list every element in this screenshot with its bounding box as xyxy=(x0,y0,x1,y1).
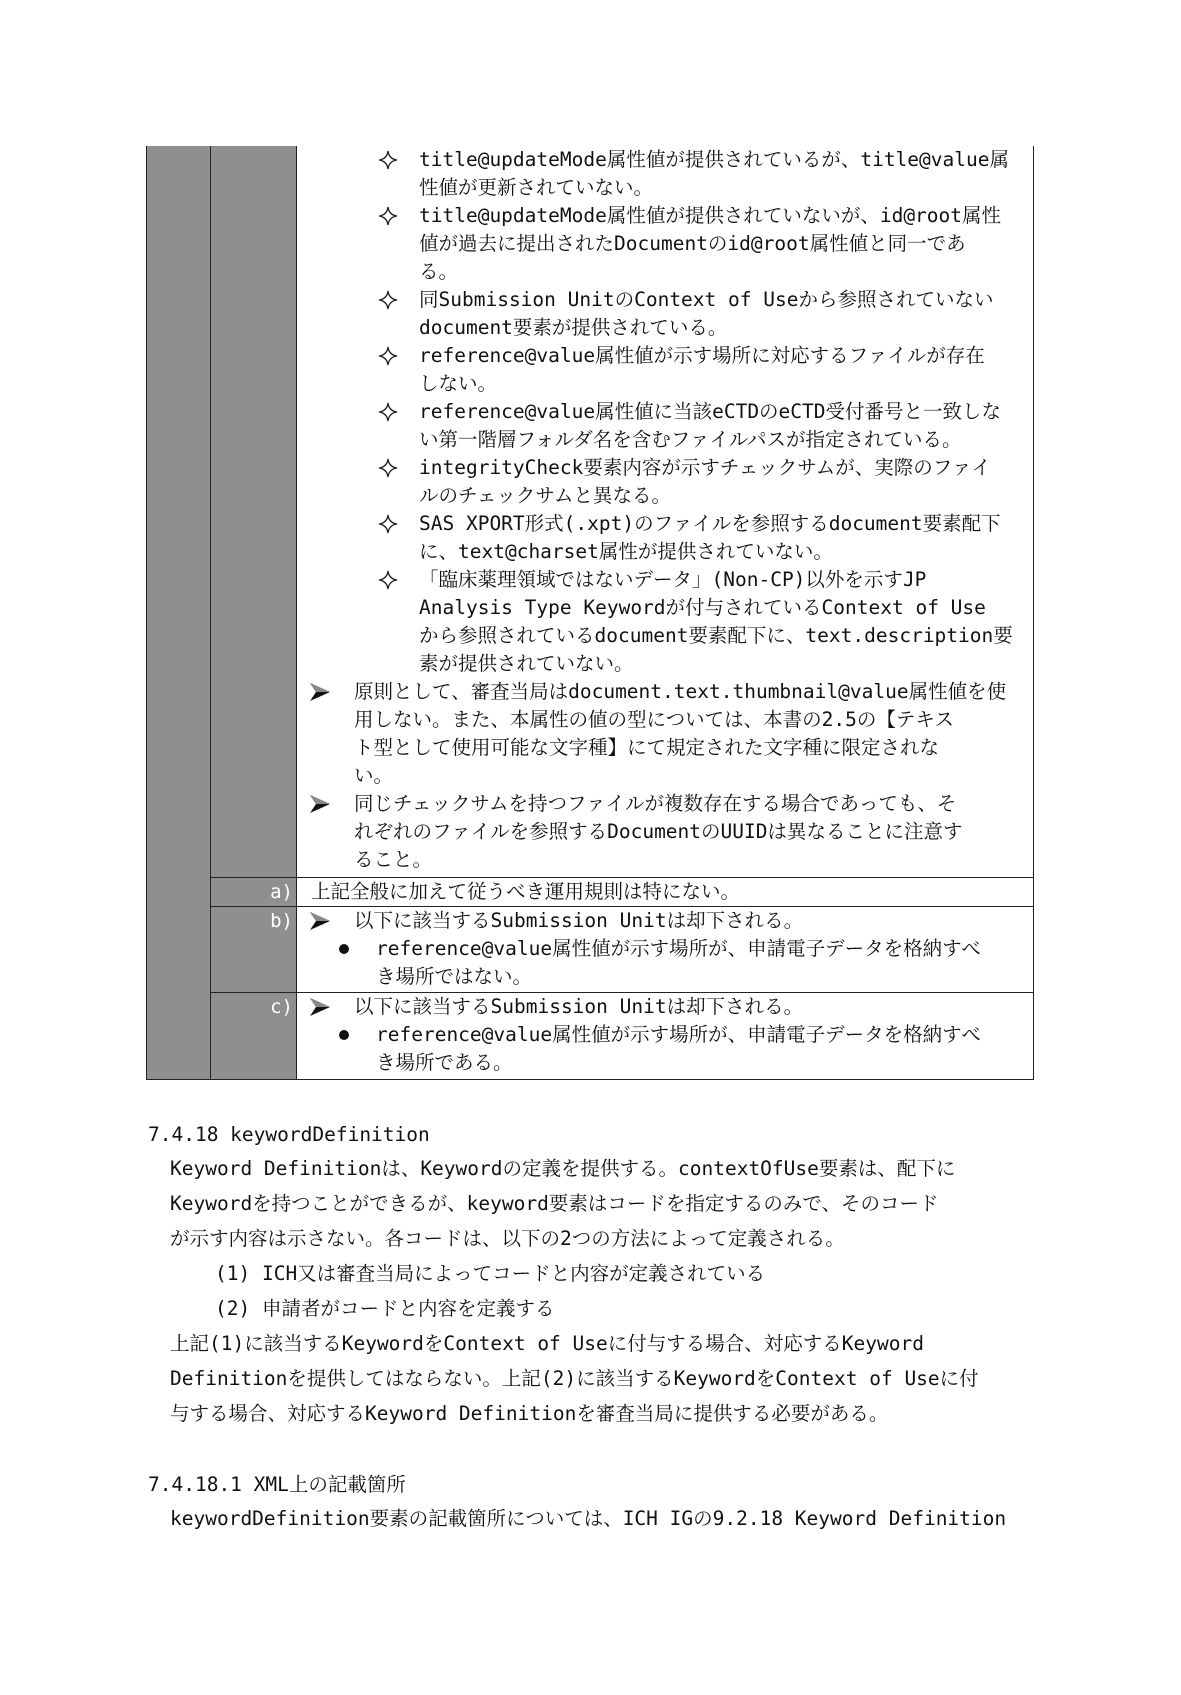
diamond-item-line: Analysis Type Keywordが付与されているContext of Use xyxy=(419,596,986,619)
row-c-bullet-line: き場所である。 xyxy=(376,1051,513,1074)
diamond-item-line: document要素が提供されている。 xyxy=(419,316,728,339)
diamond-item-line: reference@value属性値に当該eCTDのeCTD受付番号と一致しな xyxy=(419,400,1002,423)
row-b-bullet-line: き場所ではない。 xyxy=(376,965,533,988)
row-a-text: 上記全般に加えて従うべき運用規則は特にない。 xyxy=(311,880,741,903)
diamond-bullet-icon xyxy=(376,454,400,482)
diamond-item-line: 素が提供されていない。 xyxy=(419,652,634,675)
row-b-arrow-text: 以下に該当するSubmission Unitは却下される。 xyxy=(354,909,804,932)
diamond-bullet-icon xyxy=(376,286,400,314)
subsection-heading: 7.4.18.1 XML上の記載箇所 xyxy=(148,1473,406,1496)
paragraph-line: 上記(1)に該当するKeywordをContext of Useに付与する場合、対応するKeyword xyxy=(170,1332,924,1355)
row-c-bullet-line: reference@value属性値が示す場所が、申請電子データを格納すべ xyxy=(376,1023,981,1046)
diamond-item-line: しない。 xyxy=(419,372,498,395)
arrow-item-line: 原則として、審査当局はdocument.text.thumbnail@value属性値を使 xyxy=(354,680,1007,703)
section-heading: 7.4.18 keywordDefinition xyxy=(148,1123,430,1146)
arrow-item-line: い。 xyxy=(354,764,394,787)
diamond-item-line: reference@value属性値が示す場所に対応するファイルが存在 xyxy=(419,344,985,367)
round-bullet-icon xyxy=(339,1030,349,1040)
diamond-item-line: ルのチェックサムと異なる。 xyxy=(419,484,671,507)
round-bullet-icon xyxy=(339,944,349,954)
arrow-item-line: ト型として使用可能な文字種】にて規定された文字種に限定されな xyxy=(354,736,940,759)
paragraph-line: Keyword Definitionは、Keywordの定義を提供する。contextOfUse要素は、配下に xyxy=(170,1157,956,1180)
paragraph-line: Definitionを提供してはならない。上記(2)に該当するKeywordをContext of Useに付 xyxy=(170,1367,979,1390)
row-label-a: a) xyxy=(270,881,293,903)
diamond-item-line: integrityCheck要素内容が示すチェックサムが、実際のファイ xyxy=(419,456,991,479)
paragraph-line: Keywordを持つことができるが、keyword要素はコードを指定するのみで、そのコード xyxy=(170,1192,939,1215)
diamond-item-line: title@updateMode属性値が提供されているが、title@value属 xyxy=(419,148,1009,171)
diamond-bullet-icon xyxy=(376,342,400,370)
row-b-bullet-line: reference@value属性値が示す場所が、申請電子データを格納すべ xyxy=(376,937,981,960)
arrow-bullet-icon xyxy=(308,678,332,706)
paragraph-line: が示す内容は示さない。各コードは、以下の2つの方法によって定義される。 xyxy=(170,1227,845,1250)
diamond-item-line: から参照されているdocument要素配下に、text.description要 xyxy=(419,624,1013,647)
diamond-bullet-icon xyxy=(376,398,400,426)
table-column-shaded-2 xyxy=(211,146,297,1079)
diamond-item-line: に、text@charset属性が提供されていない。 xyxy=(419,540,833,563)
arrow-bullet-icon xyxy=(308,790,332,818)
diamond-item-line: い第一階層フォルダ名を含むファイルパスが指定されている。 xyxy=(419,428,962,451)
paragraph-line: 与する場合、対応するKeyword Definitionを審査当局に提供する必要がある。 xyxy=(170,1402,889,1425)
numbered-list-item: (2) 申請者がコードと内容を定義する xyxy=(215,1297,555,1320)
diamond-bullet-icon xyxy=(376,202,400,230)
row-c-arrow-text: 以下に該当するSubmission Unitは却下される。 xyxy=(354,995,804,1018)
numbered-list-item: (1) ICH又は審査当局によってコードと内容が定義されている xyxy=(215,1262,766,1285)
diamond-bullet-icon xyxy=(376,510,400,538)
arrow-item-line: 同じチェックサムを持つファイルが複数存在する場合であっても、そ xyxy=(354,792,957,815)
diamond-bullet-icon xyxy=(376,566,400,594)
diamond-item-line: る。 xyxy=(419,260,459,283)
paragraph-line: keywordDefinition要素の記載箇所については、ICH IGの9.2.18 Keyword Definition xyxy=(170,1507,1007,1530)
diamond-item-line: 同Submission UnitのContext of Useから参照されていない xyxy=(419,288,994,311)
diamond-item-line: title@updateMode属性値が提供されていないが、id@root属性 xyxy=(419,204,1002,227)
diamond-item-line: 「臨床薬理領域ではないデータ」(Non-CP)以外を示すJP xyxy=(419,568,927,591)
arrow-item-line: 用しない。また、本属性の値の型については、本書の2.5の【テキス xyxy=(354,708,954,731)
diamond-item-line: SAS XPORT形式(.xpt)のファイルを参照するdocument要素配下 xyxy=(419,512,1001,535)
diamond-bullet-icon xyxy=(376,146,400,174)
arrow-item-line: れぞれのファイルを参照するDocumentのUUIDは異なることに注意す xyxy=(354,820,963,843)
arrow-bullet-icon xyxy=(308,993,332,1021)
row-label-c: c) xyxy=(270,996,293,1018)
table-column-shaded-1 xyxy=(147,146,211,1079)
row-label-b: b) xyxy=(270,910,293,932)
diamond-item-line: 値が過去に提出されたDocumentのid@root属性値と同一であ xyxy=(419,232,966,255)
arrow-item-line: ること。 xyxy=(354,848,433,871)
diamond-item-line: 性値が更新されていない。 xyxy=(419,176,654,199)
arrow-bullet-icon xyxy=(308,907,332,935)
